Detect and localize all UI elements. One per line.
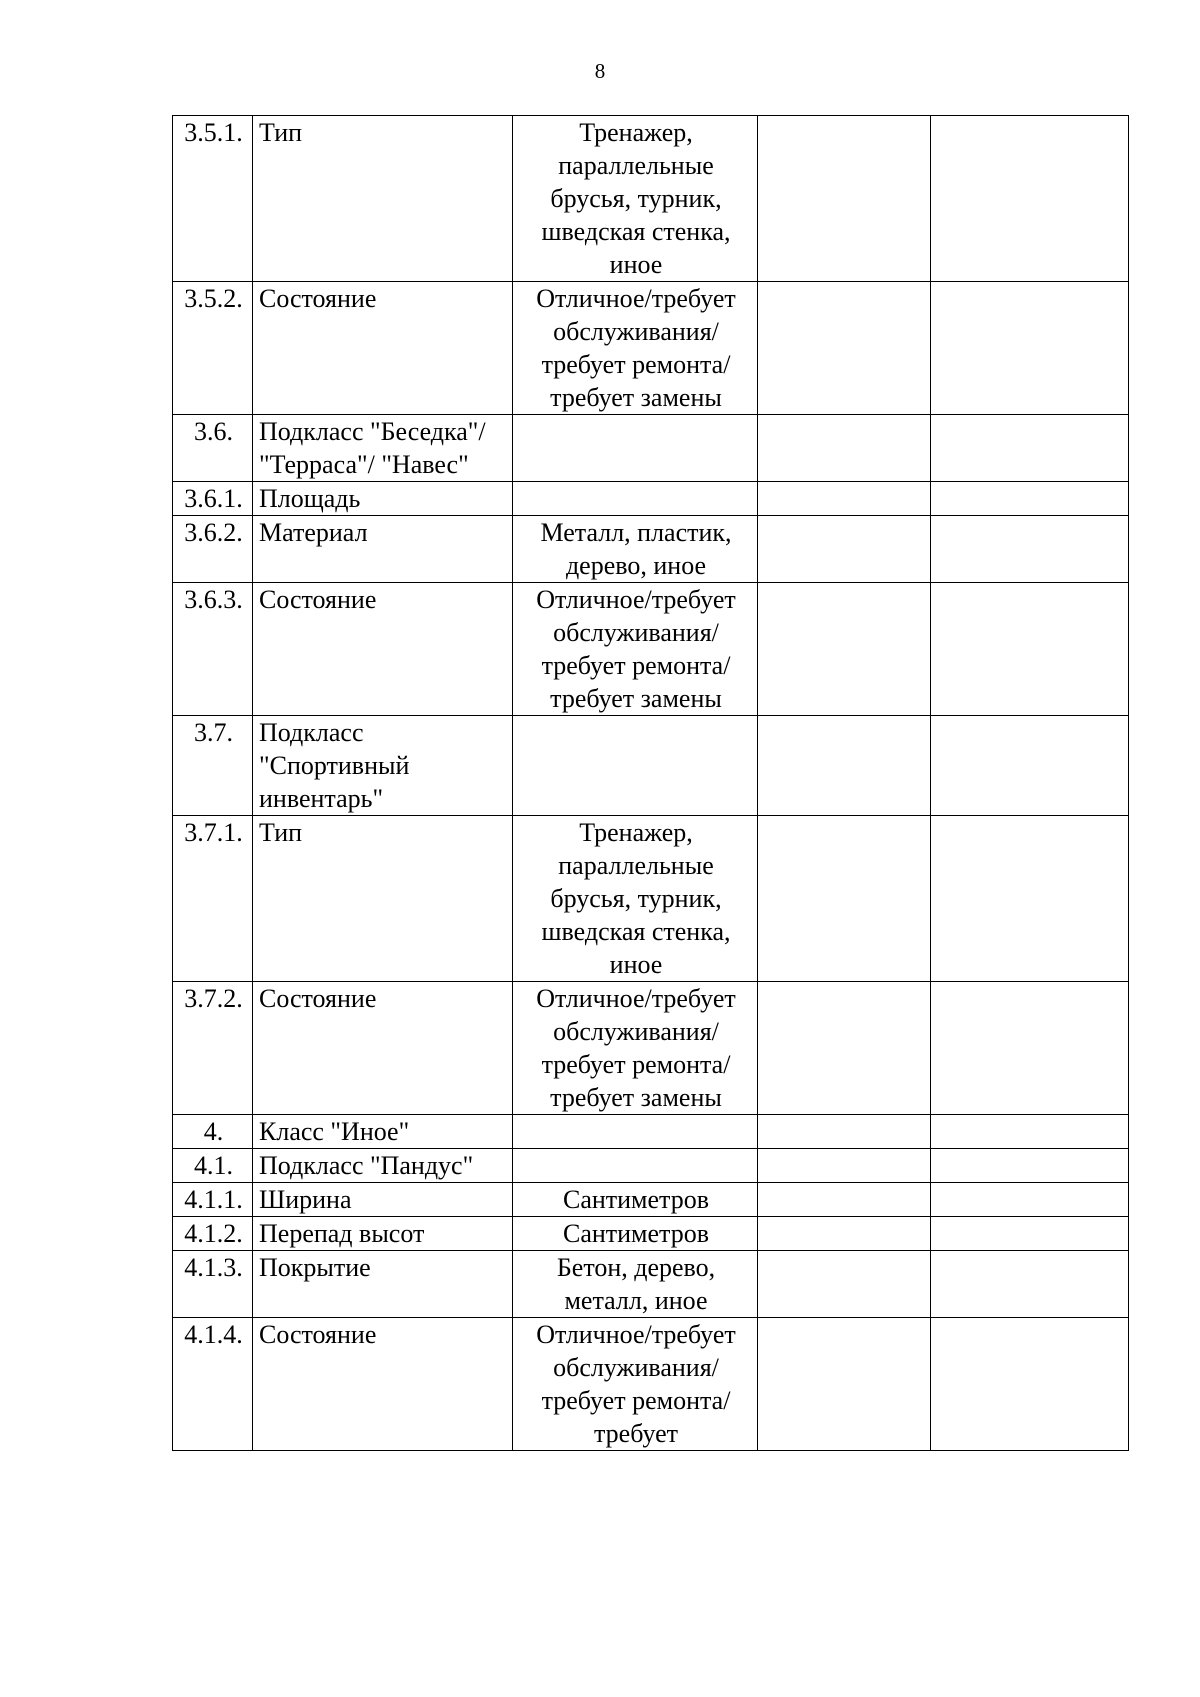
table-row [173,1251,1129,1318]
row-number-cell: 3.6.1. [173,482,253,516]
row-number-cell: 4.1.4. [173,1318,253,1451]
row-empty-cell-4 [758,583,931,716]
row-number-cell: 3.6.3. [173,583,253,716]
page-number: 8 [594,59,606,83]
row-name-cell: Тип [253,116,513,282]
row-number-cell: 4.1.2. [173,1217,253,1251]
row-number-cell: 3.6. [173,415,253,482]
table-row [173,482,1129,516]
row-number-cell: 3.6.2. [173,516,253,583]
row-name-cell: Состояние [253,1318,513,1451]
row-number-cell: 4.1.1. [173,1183,253,1217]
row-empty-cell-5 [931,415,1129,482]
row-name-cell: Площадь [253,482,513,516]
row-name-cell: Подкласс "Спортивный инвентарь" [253,716,513,816]
row-empty-cell-5 [931,716,1129,816]
row-empty-cell-5 [931,1115,1129,1149]
row-value-cell: Сантиметров [513,1217,758,1251]
row-empty-cell-5 [931,1149,1129,1183]
table-body [173,116,1129,1451]
row-empty-cell-4 [758,1251,931,1318]
row-value-cell: Бетон, дерево, металл, иное [513,1251,758,1318]
row-number-cell: 4.1.3. [173,1251,253,1318]
row-name-cell: Состояние [253,282,513,415]
row-value-cell: Отличное/требует обслуживания/ требует ремонта/требует замены [513,982,758,1115]
row-name-cell: Подкласс "Пандус" [253,1149,513,1183]
row-number-cell: 3.7.1. [173,816,253,982]
row-empty-cell-5 [931,516,1129,583]
row-empty-cell-4 [758,1318,931,1451]
row-value-cell [513,482,758,516]
row-value-cell: Тренажер, параллельные брусья, турник, шведская стенка, иное [513,116,758,282]
table-row [173,1115,1129,1149]
row-value-cell [513,1149,758,1183]
table-row [173,982,1129,1115]
row-name-cell: Подкласс "Беседка"/ "Терраса"/ "Навес" [253,415,513,482]
row-value-cell [513,415,758,482]
row-name-cell: Состояние [253,982,513,1115]
row-empty-cell-4 [758,415,931,482]
row-empty-cell-4 [758,982,931,1115]
row-empty-cell-5 [931,583,1129,716]
row-name-cell: Покрытие [253,1251,513,1318]
row-name-cell: Тип [253,816,513,982]
table-row [173,516,1129,583]
row-name-cell: Состояние [253,583,513,716]
row-empty-cell-4 [758,116,931,282]
row-empty-cell-4 [758,716,931,816]
row-empty-cell-4 [758,1183,931,1217]
row-number-cell: 4.1. [173,1149,253,1183]
table-row [173,716,1129,816]
row-name-cell: Ширина [253,1183,513,1217]
row-empty-cell-5 [931,116,1129,282]
table-row [173,116,1129,282]
row-empty-cell-4 [758,482,931,516]
row-empty-cell-4 [758,1217,931,1251]
row-value-cell: Отличное/требует обслуживания/ требует ремонта/требует замены [513,282,758,415]
row-empty-cell-4 [758,282,931,415]
row-value-cell [513,1115,758,1149]
row-number-cell: 3.7.2. [173,982,253,1115]
row-value-cell [513,716,758,816]
row-empty-cell-5 [931,1318,1129,1451]
row-value-cell: Отличное/требует обслуживания/ требует ремонта/требует [513,1318,758,1451]
row-empty-cell-4 [758,1115,931,1149]
row-value-cell: Сантиметров [513,1183,758,1217]
row-number-cell: 3.5.1. [173,116,253,282]
row-value-cell: Тренажер, параллельные брусья, турник, шведская стенка, иное [513,816,758,982]
row-empty-cell-5 [931,482,1129,516]
row-number-cell: 3.5.2. [173,282,253,415]
row-value-cell: Отличное/требует обслуживания/ требует ремонта/требует замены [513,583,758,716]
table-row [173,1217,1129,1251]
row-name-cell: Материал [253,516,513,583]
row-name-cell: Перепад высот [253,1217,513,1251]
row-empty-cell-4 [758,516,931,583]
row-empty-cell-5 [931,1183,1129,1217]
row-empty-cell-5 [931,816,1129,982]
table-row [173,1183,1129,1217]
row-empty-cell-4 [758,1149,931,1183]
table-row [173,583,1129,716]
table-row [173,415,1129,482]
row-name-cell: Класс "Иное" [253,1115,513,1149]
row-empty-cell-4 [758,816,931,982]
table-row [173,1318,1129,1451]
classification-table [172,115,1129,1451]
row-number-cell: 4. [173,1115,253,1149]
row-empty-cell-5 [931,1251,1129,1318]
row-empty-cell-5 [931,282,1129,415]
row-number-cell: 3.7. [173,716,253,816]
table-row [173,1149,1129,1183]
row-empty-cell-5 [931,982,1129,1115]
table-row [173,282,1129,415]
row-value-cell: Металл, пластик, дерево, иное [513,516,758,583]
row-empty-cell-5 [931,1217,1129,1251]
table-row [173,816,1129,982]
